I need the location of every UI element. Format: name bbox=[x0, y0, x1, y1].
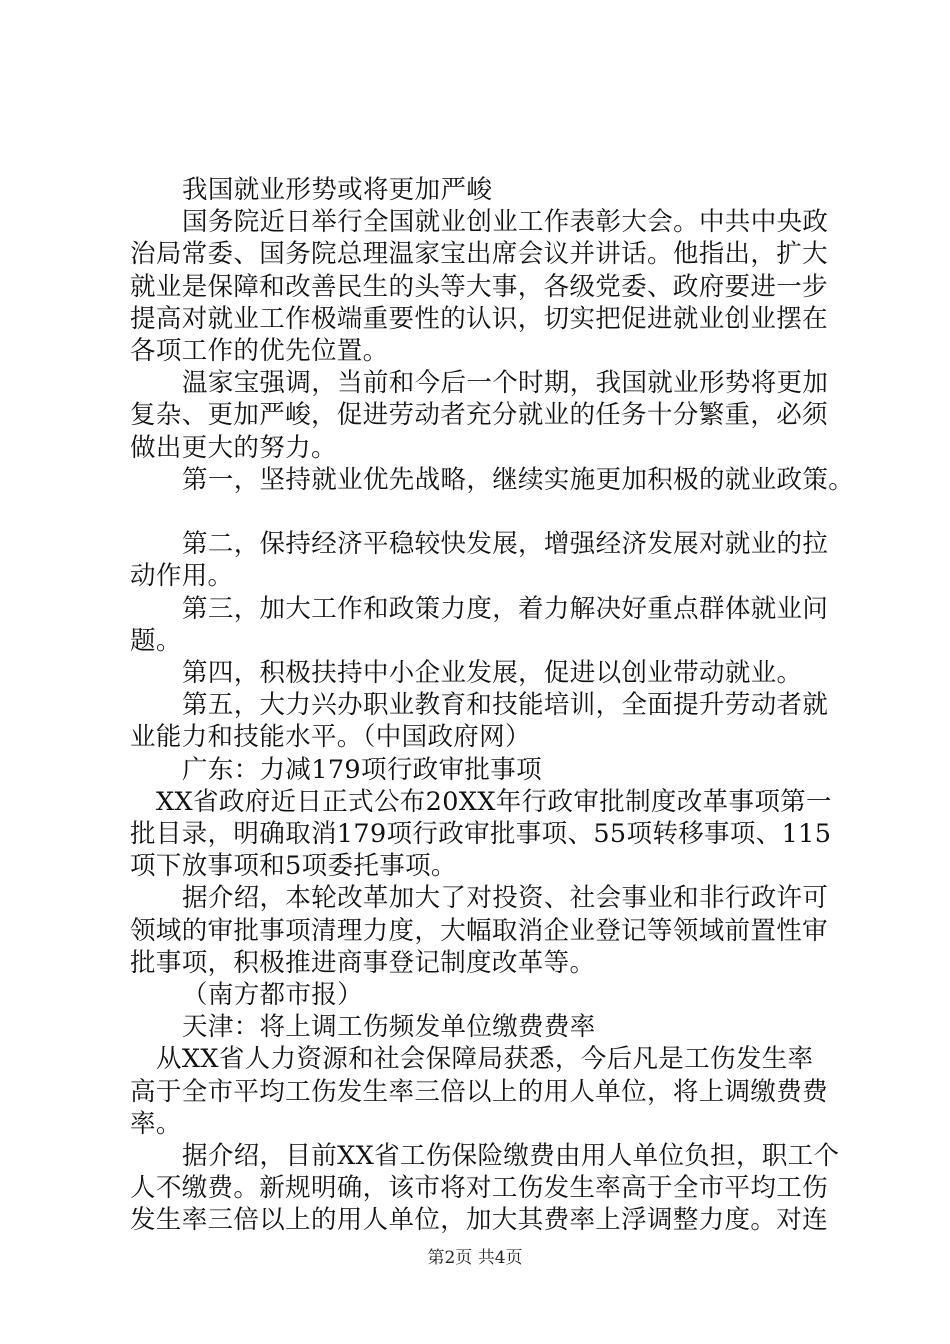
text-line: 第三，加大工作和政策力度，着力解决好重点群体就业问 bbox=[182, 593, 829, 624]
text-line: 第五，大力兴办职业教育和技能培训，全面提升劳动者就 bbox=[182, 690, 829, 721]
text-line: 广东：力减179项行政审批事项 bbox=[182, 754, 542, 785]
text-line: 天津：将上调工伤频发单位缴费费率 bbox=[182, 1012, 596, 1043]
text-line: 治局常委、国务院总理温家宝出席会议并讲话。他指出，扩大 bbox=[130, 239, 828, 270]
text-line: 题。 bbox=[130, 625, 182, 656]
text-line: 第一，坚持就业优先战略，继续实施更加积极的就业政策。 bbox=[182, 464, 855, 495]
text-line: 项下放事项和5项委托事项。 bbox=[130, 851, 457, 882]
blank-line bbox=[130, 496, 830, 528]
text-line: （南方都市报） bbox=[182, 980, 363, 1011]
text-line: 国务院近日举行全国就业创业工作表彰大会。中共中央政 bbox=[182, 207, 829, 238]
text-line: 人不缴费。新规明确，该市将对工伤发生率高于全市平均工伤 bbox=[130, 1173, 828, 1204]
document-body bbox=[130, 174, 855, 1237]
text-line: 从XX省人力资源和社会保障局获悉，今后凡是工伤发生率 bbox=[156, 1044, 814, 1075]
text-line: 第四，积极扶持中小企业发展，促进以创业带动就业。 bbox=[182, 658, 803, 689]
text-line: 高于全市平均工伤发生率三倍以上的用人单位，将上调缴费费 bbox=[130, 1076, 828, 1107]
text-line: 我国就业形势或将更加严峻 bbox=[182, 175, 493, 205]
text-line: 批事项，积极推进商事登记制度改革等。 bbox=[130, 947, 596, 978]
page-footer: 第2页 共4页 bbox=[427, 1248, 523, 1268]
text-line: 发生率三倍以上的用人单位，加大其费率上浮调整力度。对连 bbox=[130, 1205, 828, 1236]
text-line: 各项工作的优先位置。 bbox=[130, 336, 389, 367]
text-line: 据介绍，目前XX省工伤保险缴费由用人单位负担，职工个 bbox=[182, 1141, 840, 1172]
text-line: 第二，保持经济平稳较快发展，增强经济发展对就业的拉 bbox=[182, 529, 829, 560]
text-line: 就业是保障和改善民生的头等大事，各级党委、政府要进一步 bbox=[130, 271, 828, 302]
text-line: 领域的审批事项清理力度，大幅取消企业登记等领域前置性审 bbox=[130, 915, 828, 946]
text-line: 批目录，明确取消179项行政审批事项、55项转移事项、115 bbox=[130, 819, 832, 850]
text-line: 提高对就业工作极端重要性的认识，切实把促进就业创业摆在 bbox=[130, 303, 828, 334]
text-line: 复杂、更加严峻，促进劳动者充分就业的任务十分繁重，必须 bbox=[130, 400, 828, 431]
text-line: 率。 bbox=[130, 1108, 182, 1139]
text-line: 动作用。 bbox=[130, 561, 234, 592]
text-line: XX省政府近日正式公布20XX年行政审批制度改革事项第一 bbox=[156, 786, 832, 817]
text-line: 据介绍，本轮改革加大了对投资、社会事业和非行政许可 bbox=[182, 883, 829, 914]
text-line: 业能力和技能水平。（中国政府网） bbox=[130, 722, 531, 753]
text-line: 做出更大的努力。 bbox=[130, 432, 337, 463]
text-line: 温家宝强调，当前和今后一个时期，我国就业形势将更加 bbox=[182, 368, 829, 399]
